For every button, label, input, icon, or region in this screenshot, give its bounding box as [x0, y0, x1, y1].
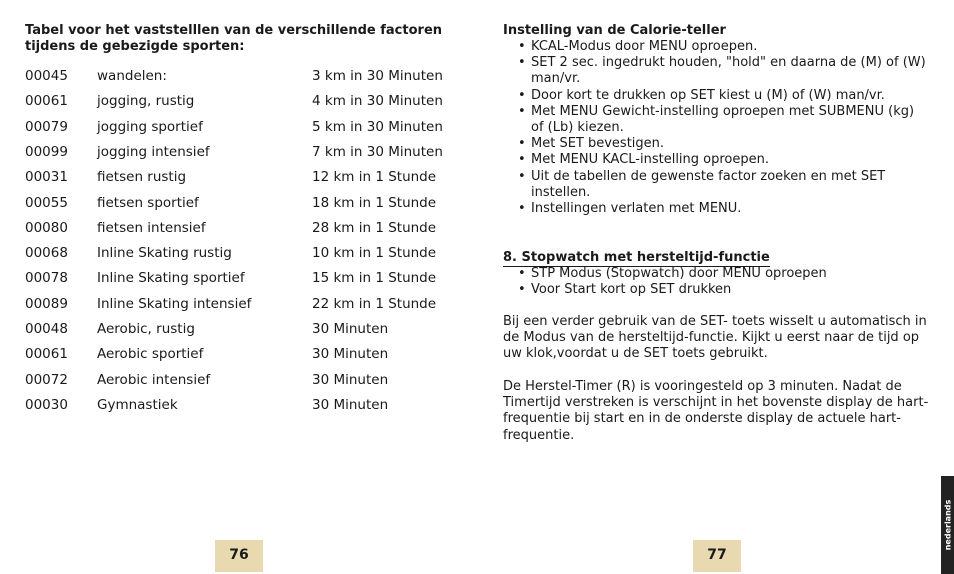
sport-pace: 22 km in 1 Stunde	[312, 295, 437, 312]
sport-name: jogging, rustig	[97, 93, 195, 110]
sport-name: jogging intensief	[97, 143, 210, 160]
bullet-dot-icon: •	[518, 103, 526, 119]
factor-code: 00061	[25, 346, 68, 363]
sport-name: Inline Skating intensief	[97, 295, 252, 312]
sport-pace: 5 km in 30 Minuten	[312, 118, 443, 135]
language-tab	[941, 476, 954, 574]
table-row	[25, 396, 465, 414]
page-number-right: 77	[693, 540, 741, 572]
bullet-text: Met MENU KACL-instelling oproepen.	[531, 152, 770, 168]
bullet-text: Uit de tabellen de gewenste factor zoeken en met SET instellen.	[531, 168, 886, 200]
right-page	[477, 0, 954, 574]
language-tab-label: nederlands	[943, 499, 952, 551]
sport-name: wandelen:	[97, 68, 167, 84]
table-row	[25, 345, 465, 363]
sport-pace: 10 km in 1 Stunde	[312, 245, 437, 262]
stopwatch-heading: 8. Stopwatch met hersteltijd-functie	[503, 250, 770, 265]
factor-code: 00045	[25, 68, 68, 84]
table-row	[25, 168, 465, 186]
table-heading: Tabel voor het vaststelllen van de verschillende factoren tijdens de gebezigde sporten:	[25, 23, 443, 54]
bullet-item	[518, 39, 928, 55]
bullet-item	[518, 152, 928, 168]
bullet-dot-icon: •	[518, 266, 526, 281]
factor-code: 00048	[25, 321, 68, 337]
bullet-dot-icon: •	[518, 55, 526, 71]
table-row	[25, 295, 465, 313]
bullet-text: Met SET bevestigen.	[531, 136, 665, 152]
table-row	[25, 67, 465, 85]
calorie-heading: Instelling van de Calorie-teller	[503, 23, 726, 38]
sport-name: Inline Skating sportief	[97, 270, 245, 287]
bullet-item	[518, 282, 928, 298]
table-row	[25, 269, 465, 287]
bullet-text: Instellingen verlaten met MENU.	[531, 201, 742, 217]
bullet-item	[518, 136, 928, 152]
bullet-text: STP Modus (Stopwatch) door MENU oproepen	[531, 266, 827, 281]
factor-code: 00072	[25, 371, 68, 388]
table-row	[25, 118, 465, 136]
table-row	[25, 143, 465, 161]
bullet-dot-icon: •	[518, 168, 526, 184]
sport-pace: 4 km in 30 Minuten	[312, 93, 443, 110]
sport-pace: 28 km in 1 Stunde	[312, 219, 437, 236]
factor-code: 00031	[25, 169, 68, 186]
table-row	[25, 320, 465, 338]
sport-name: Inline Skating rustig	[97, 245, 232, 262]
sport-pace: 30 Minuten	[312, 371, 389, 388]
bullet-item	[518, 201, 928, 217]
sport-name: Aerobic, rustig	[97, 321, 195, 337]
factor-code: 00099	[25, 143, 68, 160]
paragraph-recovery-mode: Bij een verder gebruik van de SET- toets wisselt u automatisch in de Modus van de hersteltijd-functie. Kijkt u eerst naar de tijd op uw klok,voordat u de SET toets gebruikt.	[503, 314, 927, 362]
bullet-text: SET 2 sec. ingedrukt houden, "hold" en daarna de (M) of (W) man/vr.	[531, 55, 926, 87]
sport-pace: 7 km in 30 Minuten	[312, 143, 443, 160]
table-row	[25, 194, 465, 212]
bullet-item	[518, 169, 928, 201]
factor-code: 00080	[25, 219, 68, 236]
table-row	[25, 371, 465, 389]
paragraph-recovery-timer: De Herstel-Timer (R) is vooringesteld op 3 minuten. Nadat de Timertijd verstreken is verschijnt in het bovenste display de hart-frequentie bij start en in de onderste display de actuele hart-frequentie.	[503, 379, 929, 443]
factor-code: 00061	[25, 93, 68, 110]
sport-name: Aerobic intensief	[97, 371, 211, 388]
factor-code: 00068	[25, 245, 68, 262]
bullet-text: KCAL-Modus door MENU oproepen.	[531, 39, 758, 54]
bullet-item	[518, 55, 928, 87]
table-row	[25, 92, 465, 110]
page-number-left: 76	[215, 540, 263, 572]
calorie-bullet-list	[518, 39, 928, 217]
sport-name: jogging sportief	[97, 118, 203, 135]
factor-code: 00089	[25, 295, 68, 312]
table-row	[25, 244, 465, 262]
sport-pace: 30 Minuten	[312, 321, 389, 337]
sport-pace: 15 km in 1 Stunde	[312, 270, 437, 287]
sport-pace: 30 Minuten	[312, 396, 389, 413]
bullet-dot-icon: •	[518, 201, 526, 217]
sport-pace: 18 km in 1 Stunde	[312, 194, 437, 211]
bullet-item	[518, 104, 928, 136]
sport-name: Aerobic sportief	[97, 346, 204, 363]
factor-code: 00055	[25, 194, 68, 211]
bullet-dot-icon: •	[518, 282, 526, 298]
sport-pace: 3 km in 30 Minuten	[312, 68, 443, 84]
bullet-item	[518, 88, 928, 104]
bullet-dot-icon: •	[518, 87, 526, 103]
bullet-dot-icon: •	[518, 152, 526, 168]
bullet-dot-icon: •	[518, 136, 526, 152]
bullet-item	[518, 266, 928, 282]
factor-code: 00078	[25, 270, 68, 287]
stopwatch-bullet-list	[518, 266, 928, 298]
sport-name: fietsen rustig	[97, 169, 187, 186]
bullet-dot-icon: •	[518, 39, 526, 54]
sport-pace: 12 km in 1 Stunde	[312, 169, 437, 186]
sport-name: Gymnastiek	[97, 396, 178, 413]
factor-code: 00079	[25, 118, 68, 135]
sport-name: fietsen intensief	[97, 219, 206, 236]
bullet-text: Door kort te drukken op SET kiest u (M) of (W) man/vr.	[531, 87, 885, 103]
bullet-text: Met MENU Gewicht-instelling oproepen met SUBMENU (kg) of (Lb) kiezen.	[531, 103, 915, 136]
bullet-text: Voor Start kort op SET drukken	[531, 282, 732, 298]
sport-name: fietsen sportief	[97, 194, 199, 211]
table-row	[25, 219, 465, 237]
sport-pace: 30 Minuten	[312, 346, 389, 363]
factor-code: 00030	[25, 396, 68, 413]
